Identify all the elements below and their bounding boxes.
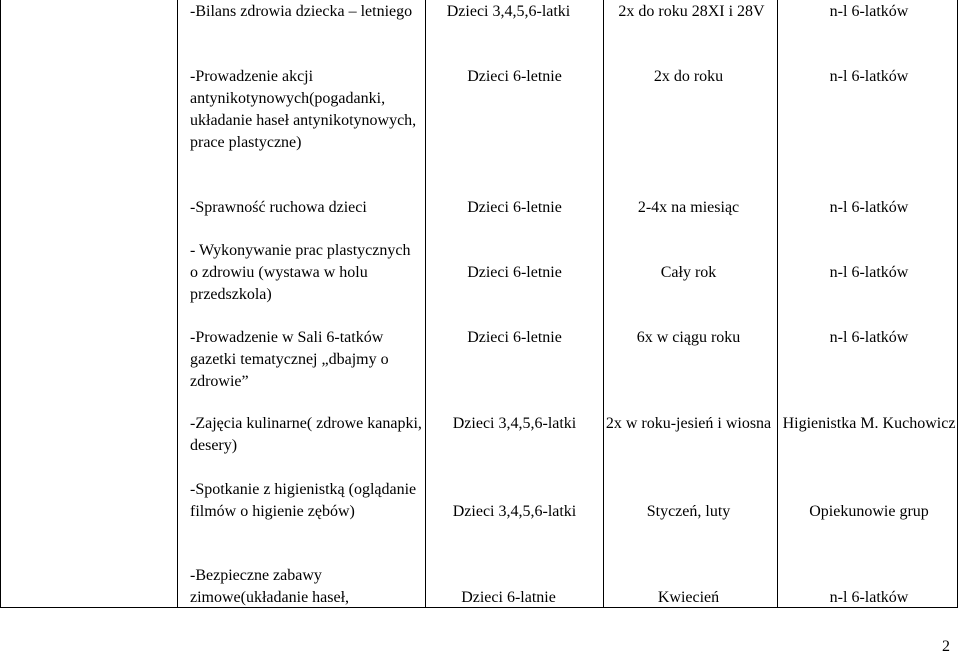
responsible-cell: n-l 6-latków [829,329,909,346]
frequency-cell: Styczeń, luty [646,503,731,520]
responsible-cell: n-l 6-latków [829,3,909,20]
participants-cell: Dzieci 6-latnie [461,589,556,606]
page-number: 2 [942,638,950,655]
participants-cell: Dzieci 6-letnie [467,199,562,216]
participants-cell: Dzieci 3,4,5,6-latki [452,415,577,432]
frequency-cell: 2x do roku 28XI i 28V [618,3,765,20]
frequency-cell: 2-4x na miesiąc [637,199,740,216]
frequency-cell: 2x do roku [653,68,724,85]
responsible-cell: Higienistka M. Kuchowicz [782,415,956,432]
participants-cell: Dzieci 6-letnie [467,264,562,281]
frequency-cell: Cały rok [660,264,717,281]
activity-cell: -Bezpieczne zabawy zimowe(układanie haseł, [190,567,350,606]
activity-cell: -Prowadzenie akcji antynikotynowych(pogadanki, układanie haseł antynikotynowych, prace plastyczne) [190,68,417,151]
activity-cell: -Sprawność ruchowa dzieci [190,199,367,216]
participants-cell: Dzieci 3,4,5,6-latki [446,3,571,20]
responsible-cell: n-l 6-latków [829,68,909,85]
activity-cell: -Prowadzenie w Sali 6-tatków gazetki tematycznej „dbajmy o zdrowie” [190,329,389,390]
responsible-cell: Opiekunowie grup [809,503,929,520]
frequency-cell: 2x w roku-jesień i wiosna [605,415,772,432]
activity-cell: -Bilans zdrowia dziecka – letniego [190,3,413,20]
column-divider [425,0,426,608]
participants-cell: Dzieci 6-letnie [467,329,562,346]
column-divider [777,0,778,608]
activity-cell: -Zajęcia kulinarne( zdrowe kanapki, desery) [190,415,422,454]
responsible-cell: n-l 6-latków [829,264,909,281]
column-divider [177,0,178,608]
activity-cell: -Spotkanie z higienistką (oglądanie filmów o higienie zębów) [190,481,417,520]
participants-cell: Dzieci 3,4,5,6-latki [452,503,577,520]
responsible-cell: n-l 6-latków [829,589,909,606]
frequency-cell: 6x w ciągu roku [636,329,741,346]
activity-cell: - Wykonywanie prac plastycznych o zdrowiu (wystawa w holu przedszkola) [190,242,411,303]
participants-cell: Dzieci 6-letnie [467,68,562,85]
frequency-cell: Kwiecień [657,589,720,606]
responsible-cell: n-l 6-latków [829,199,909,216]
